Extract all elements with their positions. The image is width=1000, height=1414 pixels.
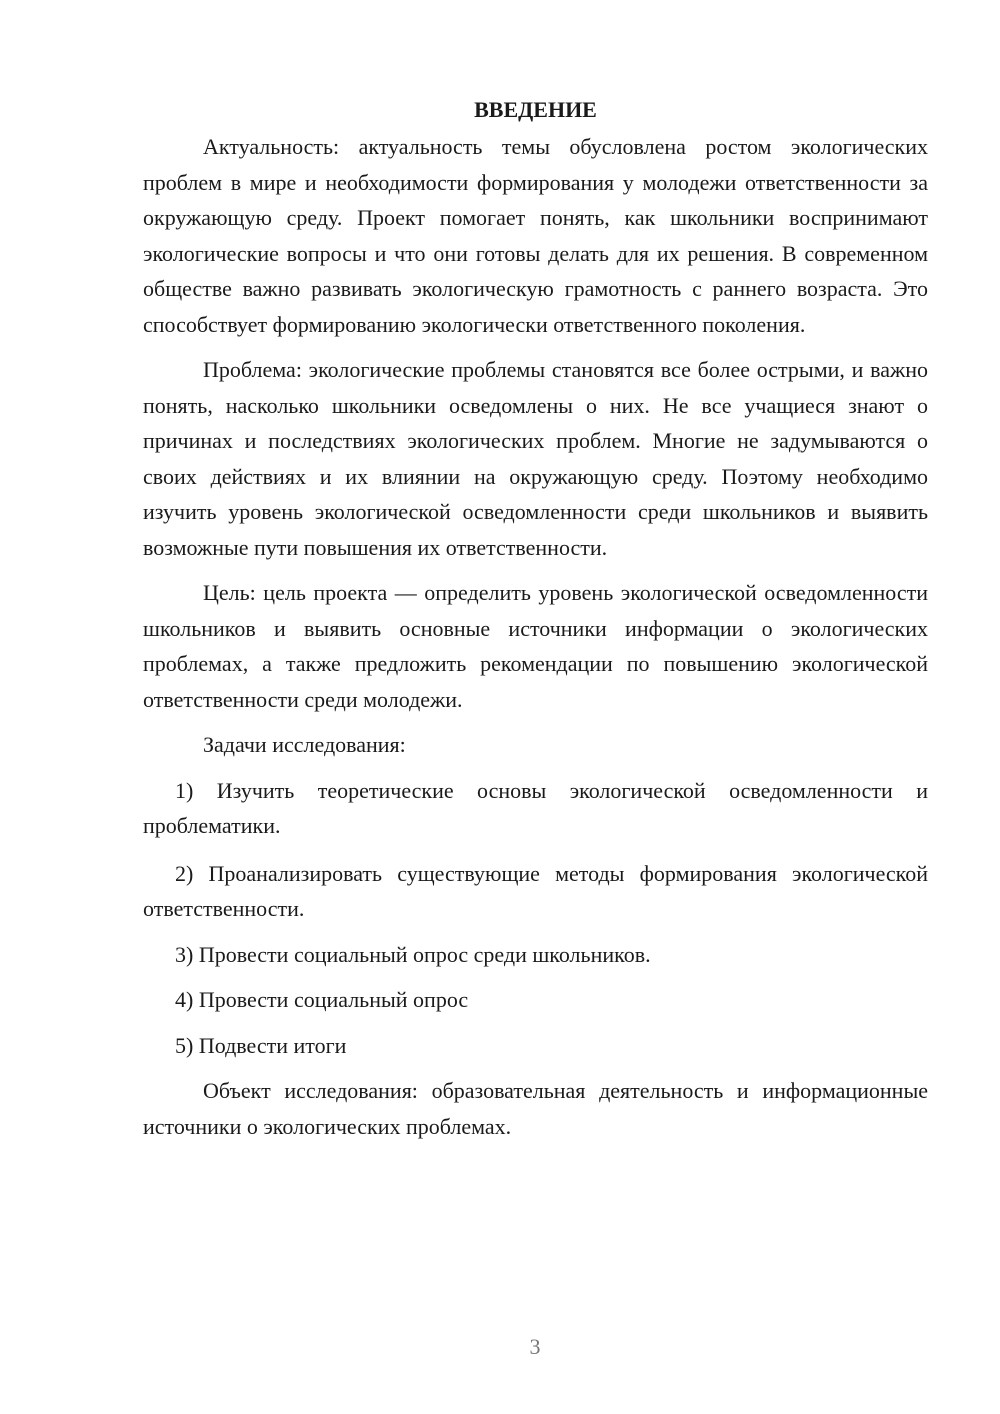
task-item-5: 5) Подвести итоги bbox=[175, 1032, 347, 1058]
document-page bbox=[143, 92, 928, 1144]
task-item-1: 1) Изучить теоретические основы экологической осведомленности и проблематики. bbox=[143, 777, 928, 838]
paragraph-problem: Проблема: экологические проблемы становятся все более острыми, и важно понять, насколько школьники осведомлены о них. Не все учащиеся знают о причинах и последствиях экологических проблем. Многие не задумываются о своих действиях и их влиянии на окружающую среду. Поэтому необходимо изучить уровень экологической осведомленности среди школьников и выявить возможные пути повышения их ответственности. bbox=[143, 357, 928, 560]
task-item-3: 3) Провести социальный опрос среди школьников. bbox=[175, 941, 651, 967]
paragraph-relevance: Актуальность: актуальность темы обусловлена ростом экологических проблем в мире и необходимости формирования у молодежи ответственности за окружающую среду. Проект помогает понять, как школьники воспринимают экологические вопросы и что они готовы делать для их решения. В современном обществе важно развивать экологическую грамотность с раннего возраста. Это способствует формированию экологически ответственного поколения. bbox=[143, 134, 928, 337]
section-heading: ВВЕДЕНИЕ bbox=[474, 97, 597, 122]
tasks-heading: Задачи исследования: bbox=[203, 732, 406, 757]
task-item-2: 2) Проанализировать существующие методы формирования экологической ответственности. bbox=[143, 860, 928, 921]
task-item-4: 4) Провести социальный опрос bbox=[175, 987, 469, 1012]
paragraph-goal: Цель: цель проекта — определить уровень экологической осведомленности школьников и выявить основные источники информации о экологических проблемах, а также предложить рекомендации по повышению экологической ответственности среди молодежи. bbox=[143, 580, 928, 712]
page-number: 3 bbox=[529, 1334, 541, 1359]
paragraph-object: Объект исследования: образовательная деятельность и информационные источники о экологических проблемах. bbox=[143, 1078, 928, 1139]
